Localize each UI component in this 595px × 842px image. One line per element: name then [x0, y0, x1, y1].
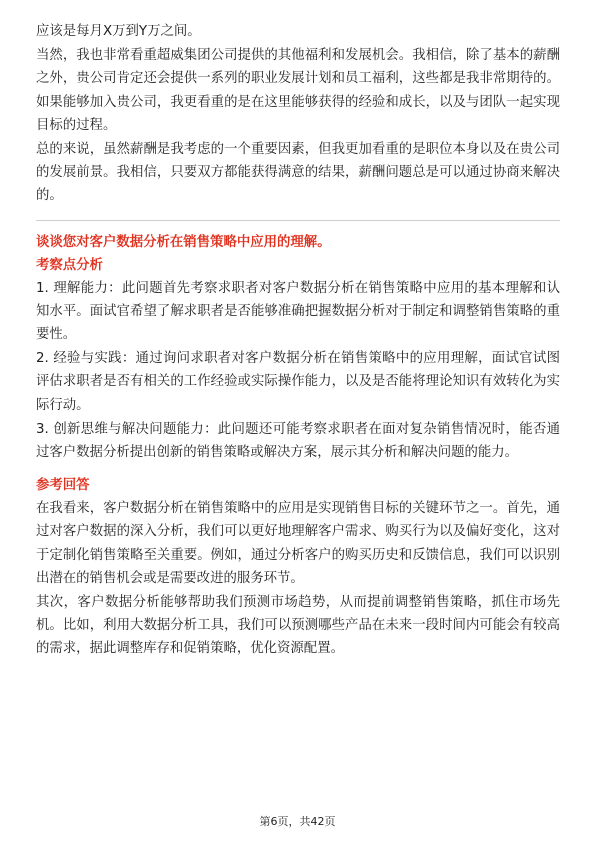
intro-paragraph: 总的来说，虽然薪酬是我考虑的一个重要因素，但我更加看重的是职位本身以及在贵公司的发展前景。我相信，只要双方都能获得满意的结果，薪酬问题总是可以通过协商来解决的。 — [36, 142, 560, 204]
page-number: 第6页，共42页 — [259, 815, 336, 828]
analysis-point: 1. 理解能力：此问题首先考察求职者对客户数据分析在销售策略中应用的基本理解和认知水平。面试官希望了解求职者是否能够准确把握数据分析对于制定和调整销售策略的重要性。 — [36, 280, 560, 343]
answer-paragraph: 其次，客户数据分析能够帮助我们预测市场趋势，从而提前调整销售策略，抓住市场先机。比如，利用大数据分析工具，我们可以预测哪些产品在未来一段时间内可能会有较高的需求，据此调整库存和促销策略，优化资源配置。 — [36, 595, 560, 657]
answer-paragraph: 在我看来，客户数据分析在销售策略中的应用是实现销售目标的关键环节之一。首先，通过对客户数据的深入分析，我们可以更好地理解客户需求、购买行为以及偏好变化，这对于定制化销售策略至关重要。例如，通过分析客户的购买历史和反馈信息，我们可以识别出潜在的销售机会或是需要改进的服务环节。 — [36, 501, 560, 586]
section-divider — [36, 220, 560, 221]
document-page — [36, 20, 560, 661]
intro-paragraph: 应该是每月X万到Y万之间。 — [36, 24, 201, 39]
analysis-point: 3. 创新思维与解决问题能力：此问题还可能考察求职者在面对复杂销售情况时，能否通过客户数据分析提出创新的销售策略或解决方案，展示其分析和解决问题的能力。 — [36, 421, 560, 461]
question-heading: 谈谈您对客户数据分析在销售策略中应用的理解。 — [36, 234, 331, 250]
analysis-point: 2. 经验与实践：通过询问求职者对客户数据分析在销售策略中的应用理解，面试官试图评估求职者是否有相关的工作经验或实际操作能力，以及是否能将理论知识有效转化为实际行动。 — [36, 351, 560, 413]
intro-paragraph: 当然，我也非常看重超威集团公司提供的其他福利和发展机会。我相信，除了基本的薪酬之外，贵公司肯定还会提供一系列的职业发展计划和员工福利，这些都是我非常期待的。如果能够加入贵公司，我更看重的是在这里能够获得的经验和成长，以及与团队一起实现目标的过程。 — [36, 48, 560, 133]
analysis-title: 考察点分析 — [36, 257, 103, 273]
answer-title: 参考回答 — [36, 478, 90, 494]
